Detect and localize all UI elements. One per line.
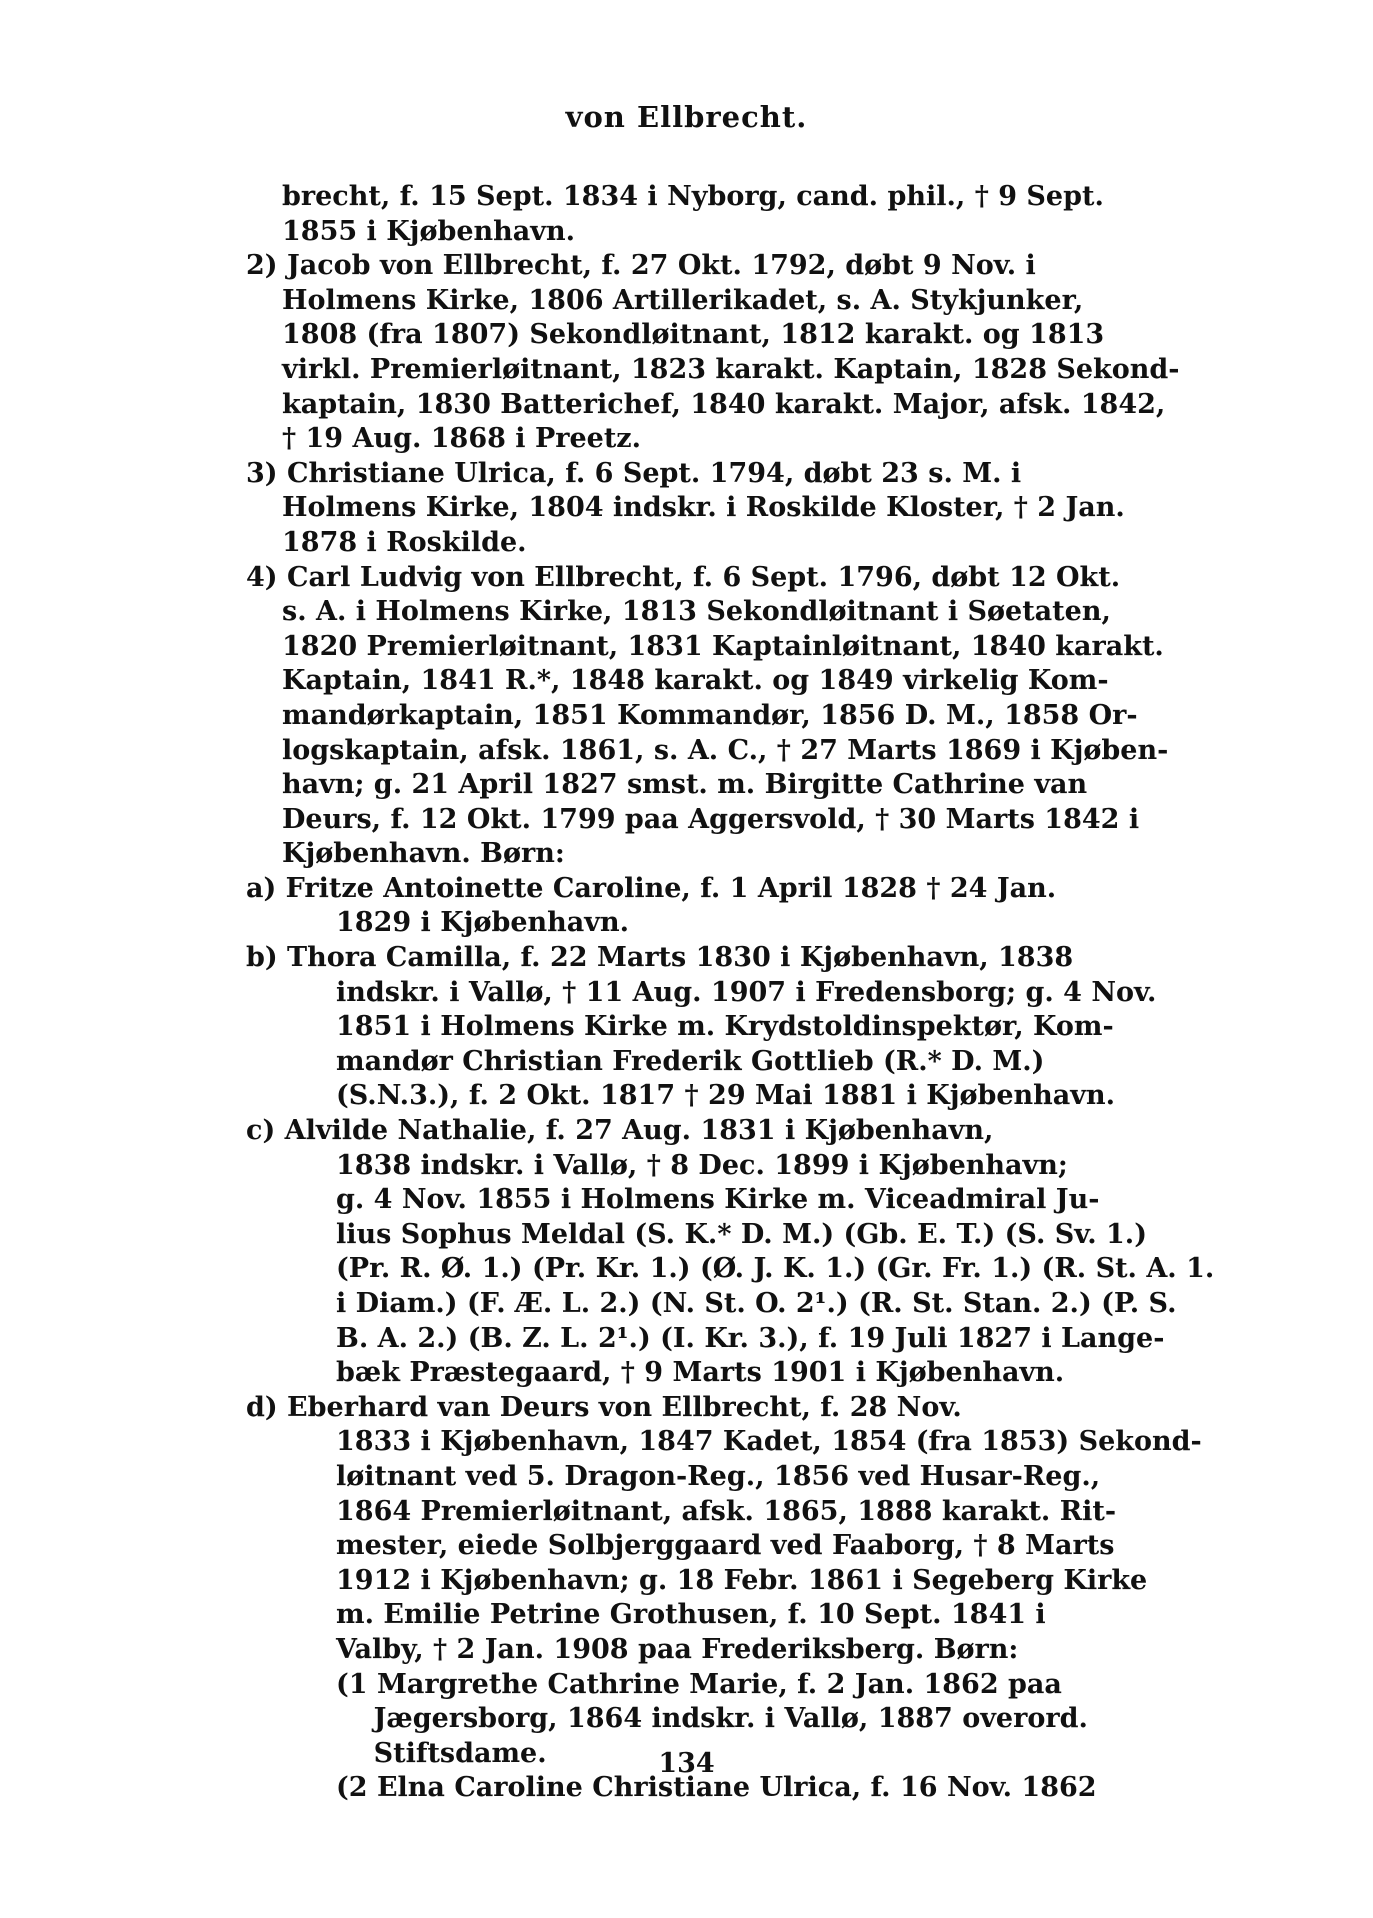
text-line: 1838 indskr. i Vallø, † 8 Dec. 1899 i Kjøbenhavn; (336, 1149, 1068, 1181)
page-number: 134 (658, 1748, 715, 1779)
text-line: Kjøbenhavn. Børn: (282, 838, 565, 870)
text-line: B. A. 2.) (B. Z. L. 2¹.) (I. Kr. 3.), f. 19 Juli 1827 i Lange- (336, 1322, 1165, 1354)
text-line: mester, eiede Solbjerggaard ved Faaborg, † 8 Marts (336, 1530, 1115, 1562)
text-line: Jægersborg, 1864 indskr. i Vallø, 1887 overord. (336, 1703, 1088, 1735)
text-line: 2) Jacob von Ellbrecht, f. 27 Okt. 1792, døbt 9 Nov. i (246, 250, 1036, 282)
text-line: indskr. i Vallø, † 11 Aug. 1907 i Fredensborg; g. 4 Nov. (336, 976, 1157, 1008)
text-line: 1833 i Kjøbenhavn, 1847 Kadet, 1854 (fra 1853) Sekond- (336, 1426, 1202, 1458)
text-line: Deurs, f. 12 Okt. 1799 paa Aggersvold, † 30 Marts 1842 i (282, 803, 1140, 835)
text-line: † 19 Aug. 1868 i Preetz. (282, 423, 642, 455)
text-line: i Diam.) (F. Æ. L. 2.) (N. St. O. 2¹.) (R. St. Stan. 2.) (P. S. (336, 1288, 1177, 1319)
text-line: 4) Carl Ludvig von Ellbrecht, f. 6 Sept. 1796, døbt 12 Okt. (246, 561, 1121, 593)
text-line: brecht, f. 15 Sept. 1834 i Nyborg, cand. phil., † 9 Sept. (282, 181, 1104, 212)
text-line: Holmens Kirke, 1806 Artillerikadet, s. A. Stykjunker, (282, 284, 1084, 316)
text-line: s. A. i Holmens Kirke, 1813 Sekondløitnant i Søetaten, (282, 596, 1111, 628)
text-line: mandørkaptain, 1851 Kommandør, 1856 D. M., 1858 Or- (282, 699, 1138, 731)
text-line: lius Sophus Meldal (S. K.* D. M.) (Gb. E. T.) (S. Sv. 1.) (336, 1218, 1147, 1250)
text-line: kaptain, 1830 Batterichef, 1840 karakt. Major, afsk. 1842, (282, 388, 1166, 420)
text-line: havn; g. 21 April 1827 smst. m. Birgitte Cathrine van (282, 769, 1088, 801)
text-line: 1829 i Kjøbenhavn. (336, 907, 629, 939)
text-line: 1820 Premierløitnant, 1831 Kaptainløitnant, 1840 karakt. (282, 630, 1164, 662)
text-line: c) Alvilde Nathalie, f. 27 Aug. 1831 i Kjøbenhavn, (246, 1115, 994, 1147)
text-line: Holmens Kirke, 1804 indskr. i Roskilde Kloster, † 2 Jan. (282, 492, 1125, 524)
text-line: g. 4 Nov. 1855 i Holmens Kirke m. Viceadmiral Ju- (336, 1184, 1100, 1216)
text-line: (2 Elna Caroline Christiane Ulrica, f. 16 Nov. 1862 (336, 1772, 1097, 1804)
text-line: d) Eberhard van Deurs von Ellbrecht, f. 28 Nov. (246, 1391, 962, 1423)
text-line: 3) Christiane Ulrica, f. 6 Sept. 1794, døbt 23 s. M. i (246, 457, 1022, 489)
text-line: 1808 (fra 1807) Sekondløitnant, 1812 karakt. og 1813 (282, 319, 1105, 351)
text-line: 1878 i Roskilde. (282, 526, 527, 558)
page-header-title: von Ellbrecht. (565, 100, 808, 134)
text-line: bæk Præstegaard, † 9 Marts 1901 i Kjøbenhavn. (336, 1357, 1065, 1389)
text-line: løitnant ved 5. Dragon-Reg., 1856 ved Husar-Reg., (336, 1460, 1101, 1492)
text-line: virkl. Premierløitnant, 1823 karakt. Kaptain, 1828 Sekond- (282, 353, 1180, 385)
text-line: logskaptain, afsk. 1861, s. A. C., † 27 Marts 1869 i Kjøben- (282, 734, 1169, 766)
text-line: Stiftsdame. (336, 1737, 547, 1769)
text-line: (1 Margrethe Cathrine Marie, f. 2 Jan. 1862 paa (336, 1668, 1062, 1700)
text-line: 1864 Premierløitnant, afsk. 1865, 1888 karakt. Rit- (336, 1495, 1117, 1527)
text-line: Kaptain, 1841 R.*, 1848 karakt. og 1849 virkelig Kom- (282, 665, 1109, 697)
text-line: b) Thora Camilla, f. 22 Marts 1830 i Kjøbenhavn, 1838 (246, 942, 1074, 974)
text-line: 1912 i Kjøbenhavn; g. 18 Febr. 1861 i Segeberg Kirke (336, 1564, 1148, 1596)
text-line: (Pr. R. Ø. 1.) (Pr. Kr. 1.) (Ø. J. K. 1.) (Gr. Fr. 1.) (R. St. A. 1. (336, 1253, 1215, 1285)
text-line: 1851 i Holmens Kirke m. Krydstoldinspektør, Kom- (336, 1011, 1114, 1043)
text-line: m. Emilie Petrine Grothusen, f. 10 Sept. 1841 i (336, 1599, 1046, 1631)
body-text (240, 180, 1215, 1806)
text-line: mandør Christian Frederik Gottlieb (R.* D. M.) (336, 1045, 1045, 1077)
text-line: Valby, † 2 Jan. 1908 paa Frederiksberg. Børn: (336, 1633, 1019, 1665)
text-line: a) Fritze Antoinette Caroline, f. 1 April 1828 † 24 Jan. (246, 872, 1057, 904)
text-line: (S.N.3.), f. 2 Okt. 1817 † 29 Mai 1881 i Kjøbenhavn. (336, 1080, 1116, 1112)
text-line: 1855 i Kjøbenhavn. (282, 215, 575, 247)
